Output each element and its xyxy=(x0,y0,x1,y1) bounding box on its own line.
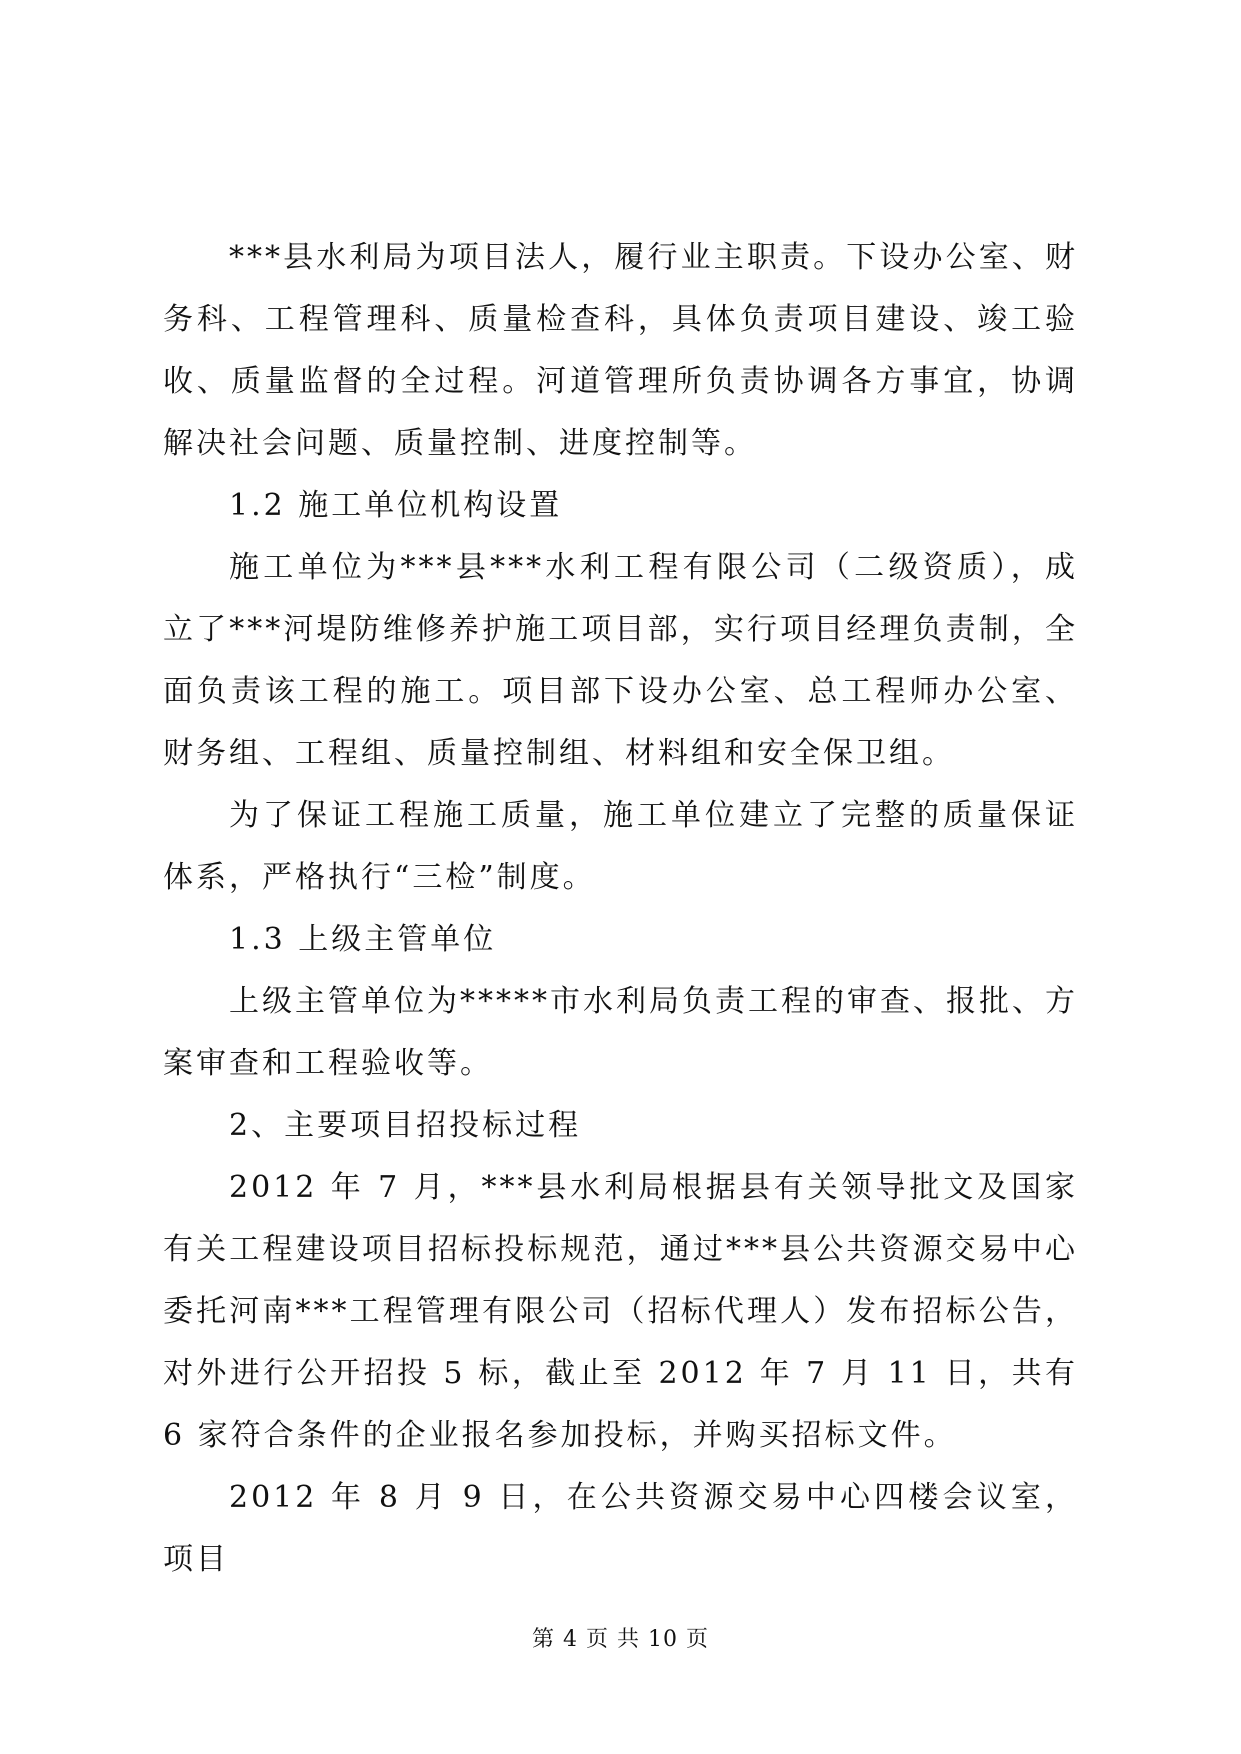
section-heading-1-3: 1.3 上级主管单位 xyxy=(229,922,497,957)
paragraph-bidding-july: 2012 年 7 月，***县水利局根据县有关领导批文及国家有关工程建设项目招标投标规范，通过***县公共资源交易中心委托河南***工程管理有限公司（招标代理人）发布招标公告，对外进行公开招投 5 标，截止至 2012 年 7 月 11 日，共有 6 家符合条件的企业报名参加投标，并购买招标文件。 xyxy=(163,1170,1078,1453)
paragraph-supervising-unit: 上级主管单位为*****市水利局负责工程的审查、报批、方案审查和工程验收等。 xyxy=(163,984,1078,1081)
paragraph-bidding-august: 2012 年 8 月 9 日，在公共资源交易中心四楼会议室，项目 xyxy=(163,1480,1078,1577)
paragraph-quality-system: 为了保证工程施工质量，施工单位建立了完整的质量保证体系，严格执行“三检”制度。 xyxy=(163,798,1078,895)
section-heading-2: 2、主要项目招投标过程 xyxy=(229,1108,582,1143)
document-body xyxy=(163,227,1078,1591)
section-heading-1-2: 1.2 施工单位机构设置 xyxy=(229,488,563,523)
paragraph-construction-unit: 施工单位为***县***水利工程有限公司（二级资质），成立了***河堤防维修养护施工项目部，实行项目经理负责制，全面负责该工程的施工。项目部下设办公室、总工程师办公室、财务组、工程组、质量控制组、材料组和安全保卫组。 xyxy=(163,550,1078,771)
paragraph-legal-entity: ***县水利局为项目法人，履行业主职责。下设办公室、财务科、工程管理科、质量检查科，具体负责项目建设、竣工验收、质量监督的全过程。河道管理所负责协调各方事宜，协调解决社会问题、质量控制、进度控制等。 xyxy=(163,240,1078,461)
page-number-footer: 第 4 页 共 10 页 xyxy=(532,1627,709,1652)
